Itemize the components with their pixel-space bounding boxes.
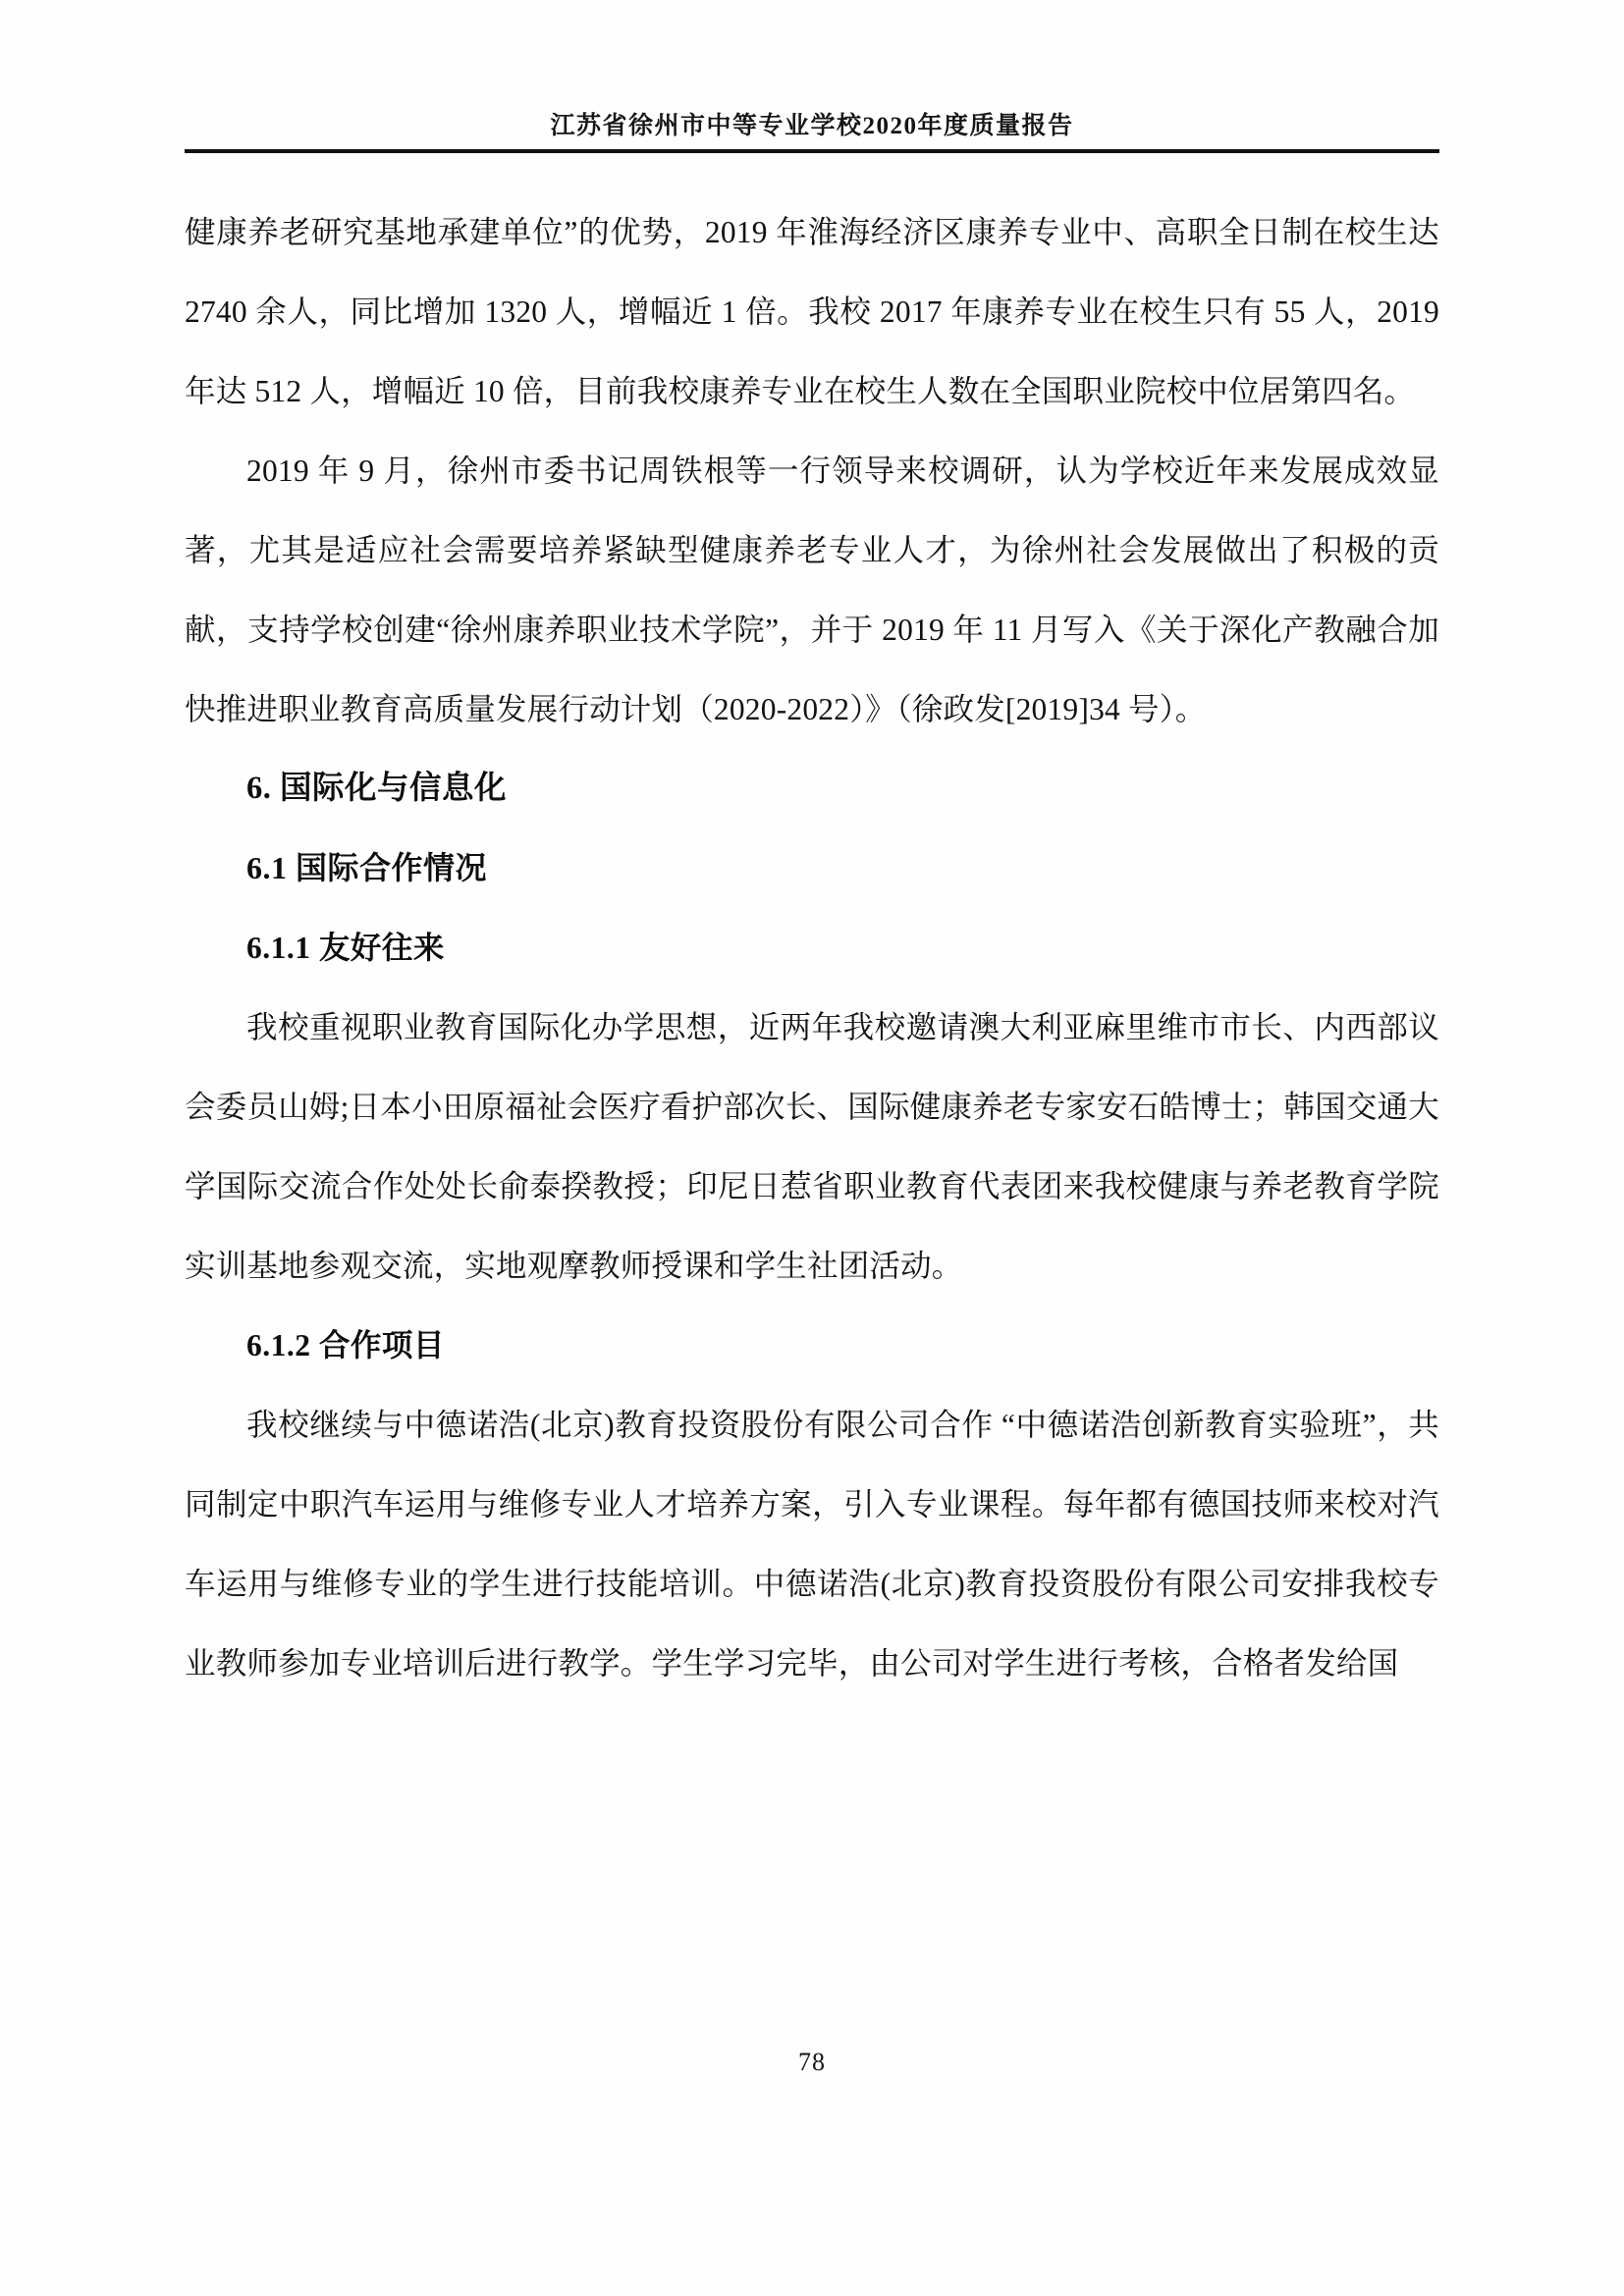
heading-section-6-1-2: 6.1.2 合作项目 [246, 1328, 445, 1362]
page-header-zone [0, 0, 1624, 167]
paragraph-city-leader-visit: 2019 年 9 月，徐州市委书记周铁根等一行领导来校调研，认为学校近年来发展成效显著，尤其是适应社会需要培养紧缺型健康养老专业人才，为徐州社会发展做出了积极的贡献，支持学校创建“徐州康养职业技术学院”，并于 2019 年 11 月写入《关于深化产教融合加快推进职业教育高质量发展行动计划（2020-2022）》（徐政发[2019]34 号）。 [185, 454, 1439, 726]
page-body-content [185, 192, 1439, 1703]
header-divider-rule [185, 149, 1439, 153]
paragraph-friendly-exchanges: 我校重视职业教育国际化办学思想，近两年我校邀请澳大利亚麻里维市市长、内西部议会委员山姆;日本小田原福祉会医疗看护部次长、国际健康养老专家安石皓博士；韩国交通大学国际交流合作处处长俞泰揆教授；印尼日惹省职业教育代表团来我校健康与养老教育学院实训基地参观交流，实地观摩教师授课和学生社团活动。 [185, 1010, 1439, 1283]
heading-section-6-1: 6.1 国际合作情况 [246, 850, 488, 885]
running-header-title: 江苏省徐州市中等专业学校2020年度质量报告 [550, 113, 1074, 139]
heading-section-6-1-1: 6.1.1 友好往来 [246, 931, 445, 965]
paragraph-cooperation-projects: 我校继续与中德诺浩(北京)教育投资股份有限公司合作 “中德诺浩创新教育实验班”，共同制定中职汽车运用与维修专业人才培养方案，引入专业课程。每年都有德国技师来校对汽车运用与维修专业的学生进行技能培训。中德诺浩(北京)教育投资股份有限公司安排我校专业教师参加专业培训后进行教学。学生学习完毕，由公司对学生进行考核，合格者发给国 [185, 1408, 1439, 1681]
page-number-footer: 78 [798, 2048, 826, 2076]
heading-section-6: 6. 国际化与信息化 [246, 771, 508, 806]
paragraph-health-elderly-base: 健康养老研究基地承建单位”的优势，2019 年淮海经济区康养专业中、高职全日制在校生达 2740 余人，同比增加 1320 人，增幅近 1 倍。我校 2017 年康养专业在校生只有 55 人，2019 年达 512 人，增幅近 10 倍，目前我校康养专业在校生人数在全国职业院校中位居第四名。 [185, 215, 1439, 408]
